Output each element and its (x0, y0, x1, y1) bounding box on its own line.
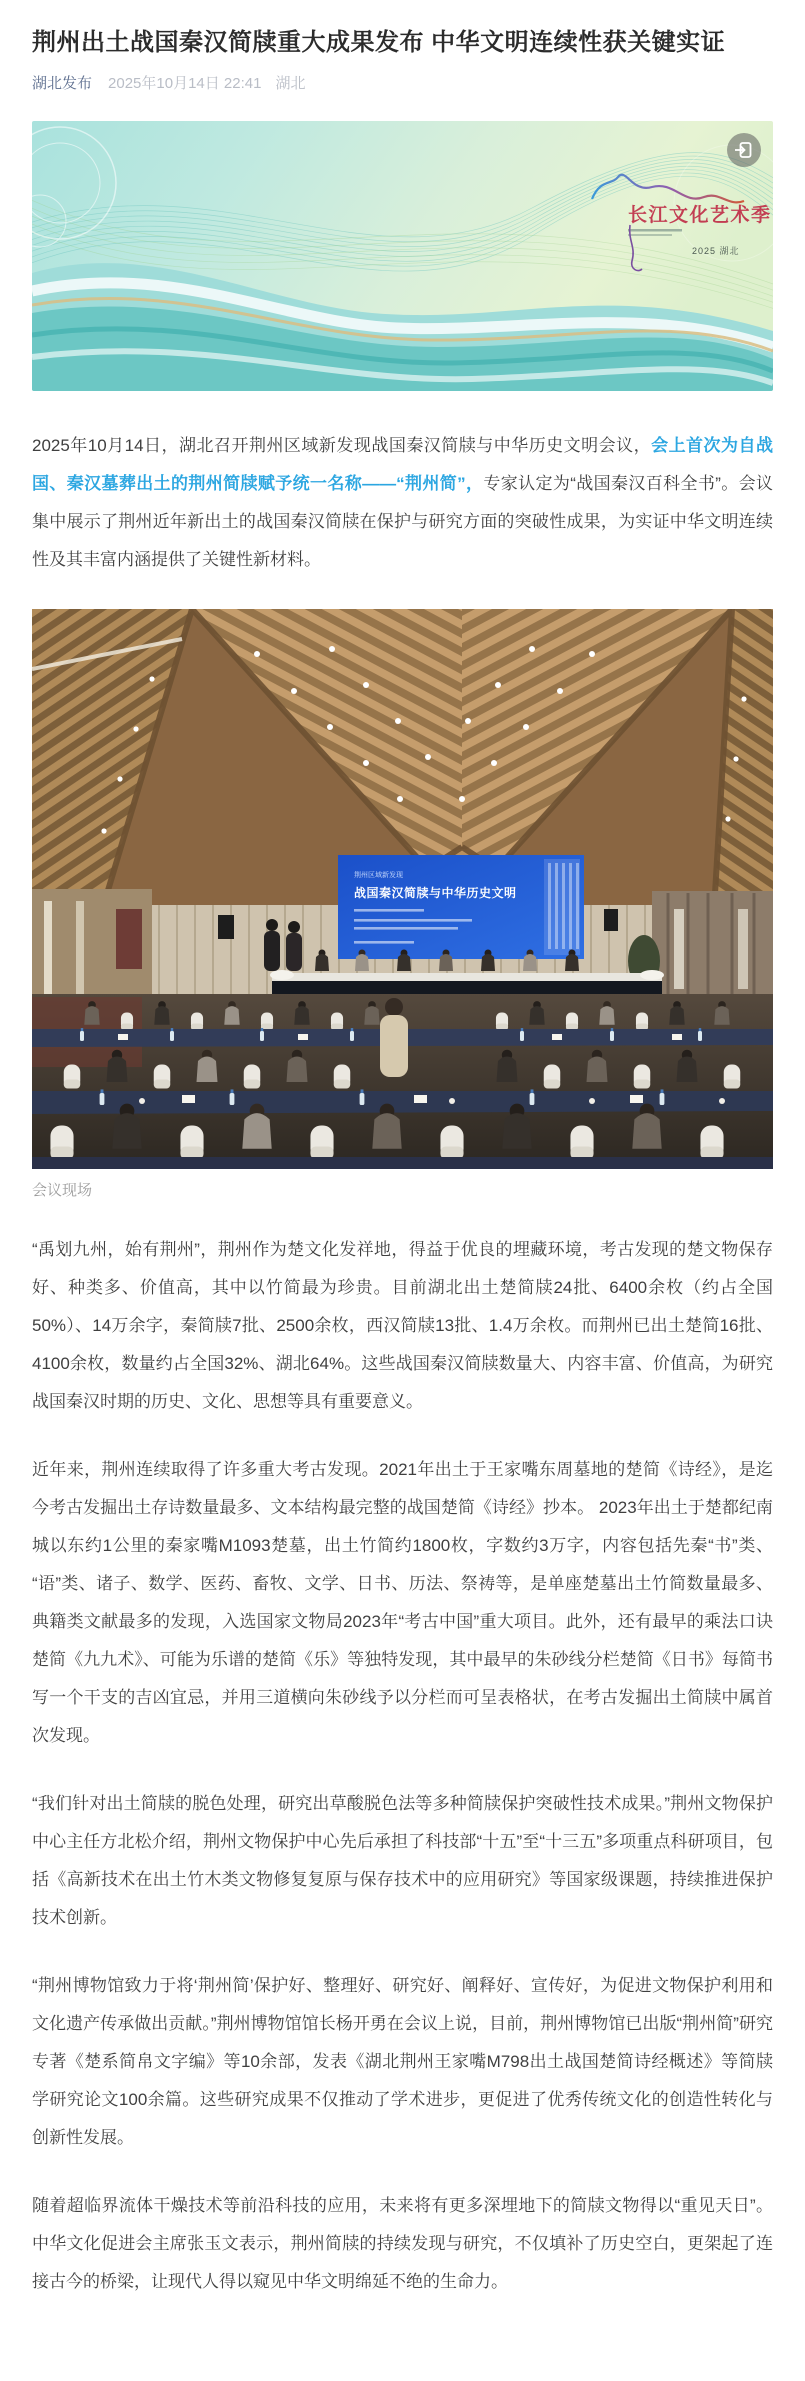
banner-image[interactable] (32, 121, 773, 391)
article-meta (32, 73, 773, 95)
article-paragraph-6: 随着超临界流体干燥技术等前沿科技的应用，未来将有更多深埋地下的简牍文物得以“重见天日”。中华文化促进会主席张玉文表示，荆州简牍的持续发现与研究，不仅填补了历史空白，更架起了连接古今的桥梁，让现代人得以窥见中华文明绵延不绝的生命力。 (32, 2196, 773, 2291)
festival-logo-sub: 2025 湖北 (692, 246, 740, 256)
p1-lead: 2025年10月14日，湖北召开荆州区域新发现战国秦汉简牍与中华历史文明会议， (32, 436, 652, 455)
article-paragraph-2: “禹划九州，始有荆州”，荆州作为楚文化发祥地，得益于优良的埋藏环境，考古发现的楚文物保存好、种类多、价值高，其中以竹简最为珍贵。目前湖北出土楚简牍24批、6400余枚（约占全国50%）、14万余字，秦简牍7批、2500余枚，西汉简牍13批、1.4万余枚。而荆州已出土楚简16批、4100余枚，数量约占全国32%、湖北64%。这些战国秦汉简牍数量大、内容丰富、价值高，为研究战国秦汉时期的历史、文化、思想等具有重要意义。 (32, 1240, 773, 1411)
photo-caption: 会议现场 (32, 1182, 93, 1199)
source-link[interactable]: 湖北发布 (32, 75, 93, 92)
article-paragraph-4: “我们针对出土简牍的脱色处理，研究出草酸脱色法等多种简牍保护突破性技术成果。”荆州文物保护中心主任方北松介绍，荆州文物保护中心先后承担了科技部“十五”至“十三五”多项重点科研项目，包括《高新技术在出土竹木类文物修复复原与保存技术中的应用研究》等国家级课题，持续推进保护技术创新。 (32, 1794, 773, 1927)
banner-art (32, 121, 773, 391)
screen-kicker-text: 荆州区域新发现 (354, 872, 403, 879)
article-title: 荆州出土战国秦汉简牍重大成果发布 中华文明连续性获关键实证 (32, 29, 726, 56)
p1-rest: 专家认定为“战国秦汉百科全书”。会议集中展示了荆州近年新出土的战国秦汉简牍在保护与研究方面的突破性成果，为实证中华文明连续性及其丰富内涵提供了关键性新材料。 (32, 474, 773, 569)
projection-screen (338, 855, 584, 959)
photo-figure (32, 609, 773, 1201)
screen-title-text: 战国秦汉简牍与中华历史文明 (354, 886, 517, 900)
festival-logo-text: 长江文化艺术季 (628, 205, 772, 226)
article-paragraph-5: “荆州博物馆致力于将‘荆州简’保护好、整理好、研究好、阐释好、宣传好，为促进文物保护利用和文化遗产传承做出贡献。”荆州博物馆馆长杨开勇在会议上说，目前，荆州博物馆已出版“荆州简”研究专著《楚系简帛文字编》等10余部，发表《湖北荆州王家嘴M798出土战国楚简诗经概述》等简牍学研究论文100余篇。这些研究成果不仅推动了学术进步，更促进了优秀传统文化的创造性转化与创新性发展。 (32, 1976, 773, 2147)
conference-photo[interactable] (32, 609, 773, 1169)
expand-icon[interactable] (727, 133, 761, 167)
p1-highlight: 会上首次为自战国、秦汉墓葬出土的荆州简牍赋予统一名称——“荆州简”， (32, 436, 773, 493)
article-paragraph-1 (32, 427, 773, 579)
article-paragraph-3: 近年来，荆州连续取得了许多重大考古发现。2021年出土于王家嘴东周墓地的楚简《诗经》，是迄今考古发掘出土存诗数量最多、文本结构最完整的战国楚简《诗经》抄本。 2023年出土于楚都纪南城以东约1公里的秦家嘴M1093楚墓，出土竹简约1800枚，字数约3万字，内容包括先秦“书”类、“语”类、诸子、数学、医药、畜牧、文学、日书、历法、祭祷等，是单座楚墓出土竹简数量最多、典籍类文献最多的发现，入选国家文物局2023年“考古中国”重大项目。此外，还有最早的乘法口诀楚简《九九术》、可能为乐谱的楚简《乐》等独特发现，其中最早的朱砂线分栏楚简《日书》每简书写一个干支的吉凶宜忌，并用三道横向朱砂线予以分栏而可呈表格状，在考古发掘出土简牍中属首次发现。 (32, 1460, 773, 1745)
publish-time: 2025年10月14日 22:41 (108, 75, 262, 92)
conference-photo-art (32, 609, 773, 1169)
publish-region: 湖北 (275, 75, 306, 92)
